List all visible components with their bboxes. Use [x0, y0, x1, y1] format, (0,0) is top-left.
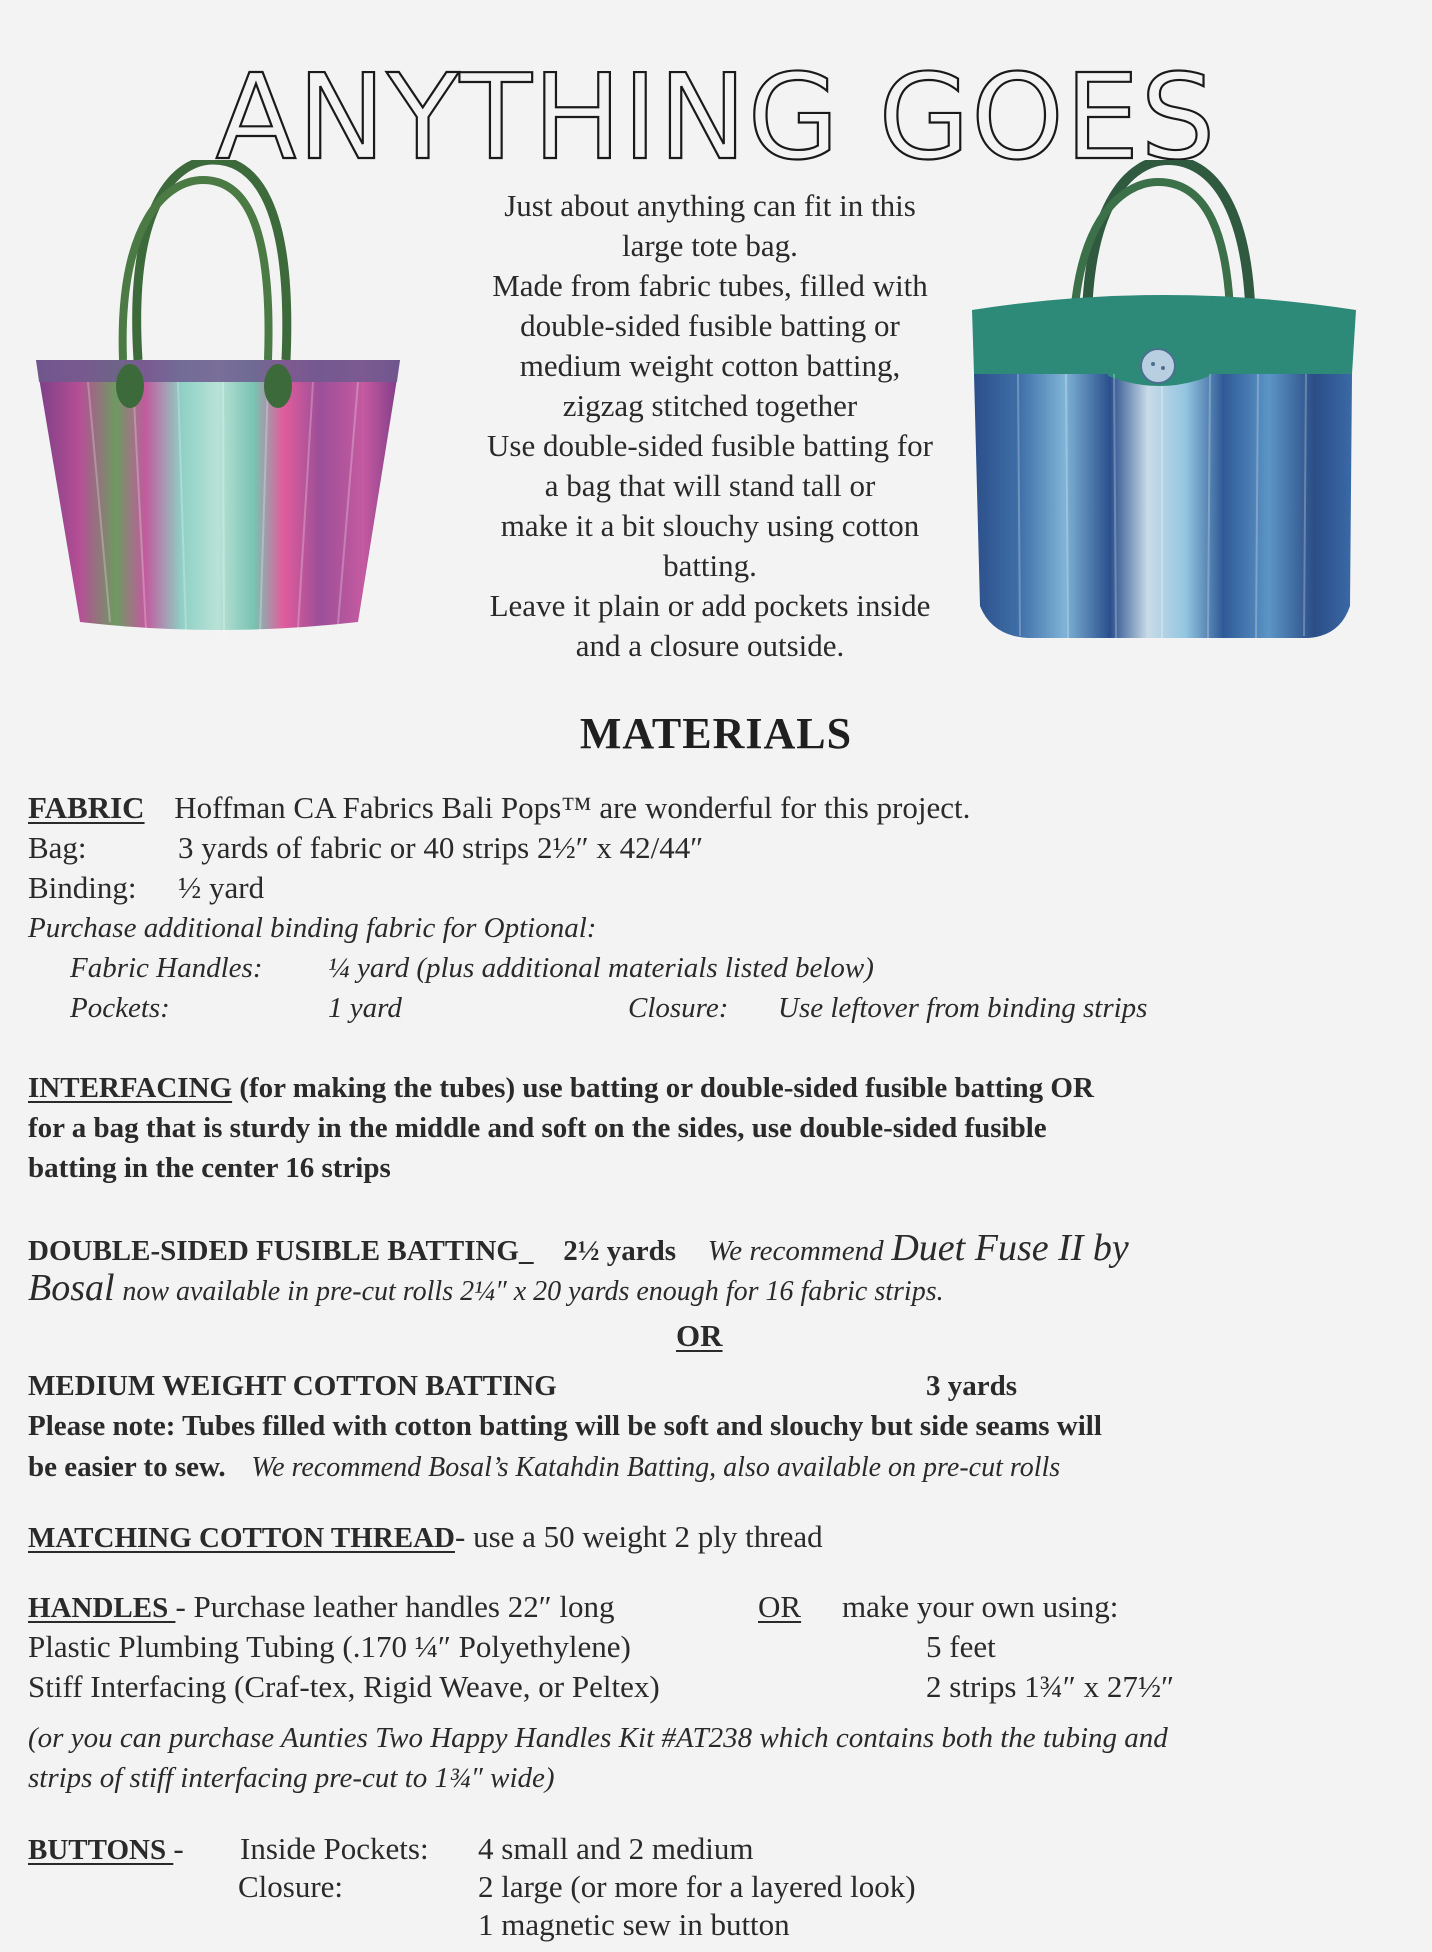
tubing-label: Plastic Plumbing Tubing (.170 ¼″ Polyethylene) [28, 1629, 631, 1664]
intro-text [395, 186, 1025, 666]
thread-line [28, 1517, 823, 1558]
fusible-recommend: We recommend [707, 1235, 884, 1267]
intro-line: large tote bag. [622, 228, 798, 263]
intro-line: double-sided fusible batting or [520, 308, 900, 343]
fusible-brand-1: Duet Fuse II by [891, 1227, 1129, 1269]
cotton-amount: 3 yards [926, 1370, 1018, 1402]
handles-or: OR [758, 1589, 802, 1624]
cotton-label: MEDIUM WEIGHT COTTON BATTING [28, 1370, 557, 1402]
stiff-label: Stiff Interfacing (Craf-tex, Rigid Weave, or Peltex) [28, 1669, 660, 1704]
intro-line: make it a bit slouchy using cotton [500, 508, 920, 543]
tubing-value: 5 feet [926, 1629, 996, 1664]
kit-note-2: strips of stiff interfacing pre-cut to 1¾″ wide) [28, 1762, 555, 1794]
intro-line: zigzag stitched together [562, 388, 858, 423]
intro-line: Just about anything can fit in this [504, 188, 916, 223]
handles-text: - Purchase leather handles 22″ long [175, 1589, 615, 1624]
fabric-text: Hoffman CA Fabrics Bali Pops™ are wonderful for this project. [174, 790, 971, 825]
interfacing-label: INTERFACING [28, 1072, 233, 1104]
cotton-recommend: We recommend Bosal’s Katahdin Batting, also available on pre-cut rolls [251, 1452, 1061, 1483]
interfacing-line-1 [28, 1068, 1094, 1108]
intro-line: medium weight cotton batting, [519, 348, 901, 383]
intro-line: Made from fabric tubes, filled with [492, 268, 928, 303]
cotton-note-2-line [28, 1446, 1060, 1488]
buttons-closure-value-1: 2 large (or more for a layered look) [478, 1869, 916, 1904]
fusible-amount: 2½ yards [563, 1235, 677, 1267]
blue-tote-bag-image [968, 160, 1360, 646]
interfacing-text-2: for a bag that is sturdy in the middle and soft on the sides, use double-sided fusible [28, 1112, 1047, 1144]
fabric-handles-value: ¼ yard (plus additional materials listed below) [328, 952, 874, 984]
pockets-label: Pockets: [70, 992, 170, 1024]
fabric-handles-label: Fabric Handles: [70, 952, 263, 984]
kit-note-1: (or you can purchase Aunties Two Happy Handles Kit #AT238 which contains both the tubing and [28, 1722, 1168, 1754]
stiff-value: 2 strips 1¾″ x 27½″ [926, 1669, 1174, 1704]
binding-label: Binding: [28, 870, 137, 905]
interfacing-text-3: batting in the center 16 strips [28, 1152, 391, 1184]
intro-line: and a closure outside. [575, 628, 845, 663]
intro-line: Leave it plain or add pockets inside [489, 588, 931, 623]
pink-tote-bag-image [28, 160, 406, 640]
fusible-brand-2: Bosal [28, 1267, 115, 1309]
fabric-line [28, 788, 970, 828]
page-title: ANYTHING GOES [215, 48, 1217, 186]
buttons-line [28, 1829, 184, 1870]
materials-heading: MATERIALS [579, 709, 853, 758]
bag-value: 3 yards of fabric or 40 strips 2½″ x 42/44″ [178, 830, 704, 865]
cotton-note-1: Please note: Tubes filled with cotton batting will be soft and slouchy but side seams will [28, 1410, 1102, 1442]
intro-line: a bag that will stand tall or [544, 468, 876, 503]
thread-label: MATCHING COTTON THREAD [28, 1522, 455, 1554]
cotton-note-2: be easier to sew. [28, 1451, 226, 1483]
closure-label: Closure: [628, 992, 729, 1024]
buttons-closure-value-2: 1 magnetic sew in button [478, 1907, 790, 1942]
closure-value: Use leftover from binding strips [778, 992, 1148, 1024]
intro-line: batting. [663, 548, 757, 583]
inside-pockets-label: Inside Pockets: [240, 1831, 429, 1866]
or-divider: OR [676, 1318, 723, 1353]
inside-pockets-value: 4 small and 2 medium [478, 1831, 754, 1866]
handles-label: HANDLES [28, 1592, 176, 1624]
intro-line: Use double-sided fusible batting for [487, 428, 933, 463]
thread-text: - use a 50 weight 2 ply thread [455, 1519, 823, 1554]
bag-label: Bag: [28, 830, 87, 865]
buttons-label: BUTTONS [28, 1834, 174, 1866]
fusible-line-2 [28, 1268, 944, 1312]
fusible-rest: now available in pre-cut rolls 2¼″ x 20 yards enough for 16 fabric strips. [122, 1276, 944, 1307]
buttons-closure-label: Closure: [238, 1869, 344, 1904]
fabric-label: FABRIC [28, 790, 145, 825]
fusible-line-1 [28, 1228, 1129, 1271]
fusible-label: DOUBLE-SIDED FUSIBLE BATTING_ [28, 1235, 534, 1267]
interfacing-text-1: (for making the tubes) use batting or double-sided fusible batting OR [239, 1072, 1094, 1104]
optional-note: Purchase additional binding fabric for Optional: [28, 912, 597, 944]
buttons-dash: - [173, 1831, 184, 1866]
binding-value: ½ yard [178, 870, 265, 905]
pockets-value: 1 yard [328, 992, 402, 1024]
handles-text-2: make your own using: [842, 1589, 1119, 1624]
handles-line [28, 1587, 614, 1628]
